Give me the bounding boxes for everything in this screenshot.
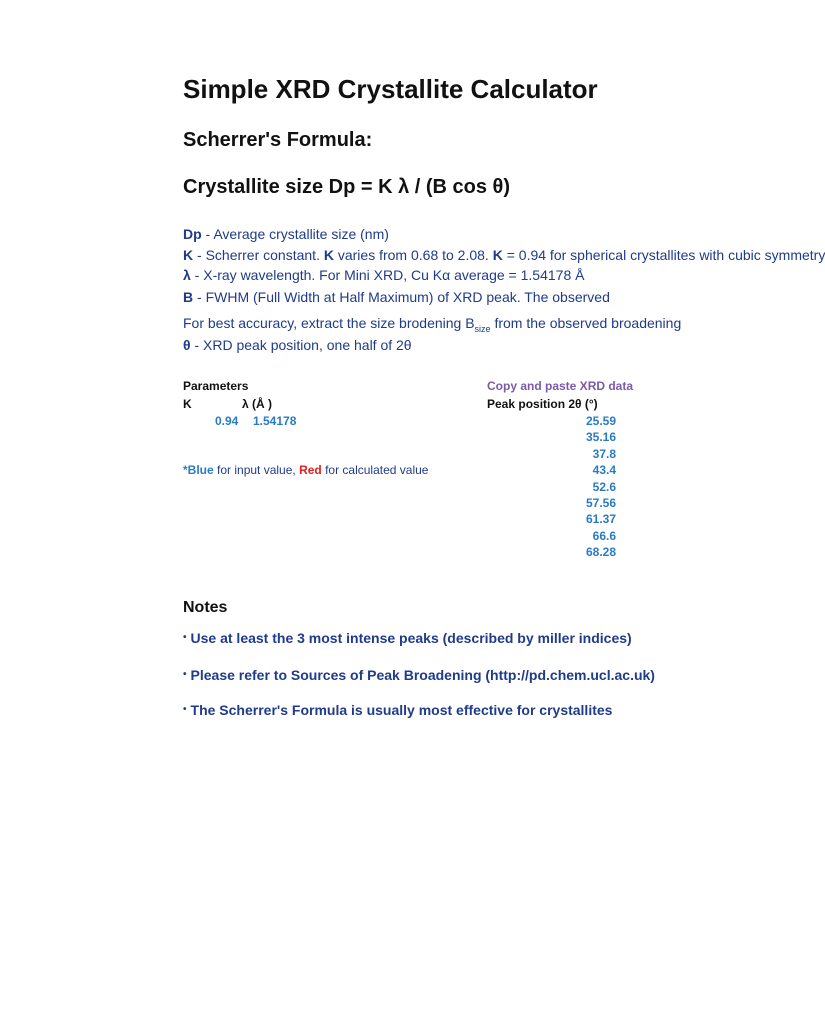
k-value-cell[interactable]: 0.94 [215,414,239,428]
definition-text: from the observed broadening [490,315,682,331]
scherrer-formula: Crystallite size Dp = K λ / (B cos θ) [183,176,511,198]
notes-heading: Notes [183,599,228,616]
peak-value-cell[interactable]: 52.6 [592,479,616,494]
bullet-icon: • [183,669,187,680]
definition-term: K [492,247,503,263]
definition-term: K [183,247,194,263]
k-column-header: K [183,397,192,411]
peak-value-cell[interactable]: 61.37 [585,512,616,527]
peak-value-cell[interactable]: 68.28 [585,545,616,560]
note-item [183,667,655,683]
legend-blue-word: Blue [187,463,214,477]
definition-term: λ [183,267,191,283]
note-item [183,702,612,718]
peak-value-cell[interactable]: 57.56 [585,495,616,510]
peak-value-cell[interactable]: 25.59 [585,414,616,428]
legend-red-word: Red [299,463,322,477]
parameters-label: Parameters [183,379,249,393]
formula-heading: Scherrer's Formula: [183,129,373,151]
legend-text: for calculated value [321,463,429,477]
peak-position-column [540,413,616,561]
definition-term: θ [183,337,191,353]
definition-k [183,247,825,263]
definition-term: K [323,247,334,263]
definition-text: - Average crystallite size (nm) [201,226,389,242]
color-legend [183,463,428,477]
bullet-icon: • [183,632,187,643]
note-text: The Scherrer's Formula is usually most effective for crystallites [190,702,613,718]
note-text: Please refer to Sources of Peak Broadening (http://pd.chem.ucl.ac.uk) [190,667,655,683]
definition-b [183,289,610,305]
peak-value-cell[interactable]: 35.16 [585,430,616,445]
note-item [183,630,632,646]
lambda-value-cell[interactable]: 1.54178 [253,414,297,428]
definition-lambda [183,267,584,283]
peak-value-cell[interactable]: 66.6 [592,528,616,543]
definition-text: - XRD peak position, one half of 2θ [190,337,412,353]
definition-text: - Scherrer constant. [193,247,324,263]
peak-value-cell[interactable]: 37.8 [592,446,616,461]
peak-position-header: Peak position 2θ (°) [487,397,598,411]
definition-text: - X-ray wavelength. For Mini XRD, Cu Kα average = 1.54178 Å [190,267,585,283]
bullet-icon: • [183,704,187,715]
page-title: Simple XRD Crystallite Calculator [183,74,598,104]
definition-dp [183,226,389,242]
legend-prefix: * [183,463,188,477]
definition-theta [183,337,412,353]
legend-text: for input value, [213,463,300,477]
definition-text: varies from 0.68 to 2.08. [333,247,493,263]
copy-paste-label: Copy and paste XRD data [487,379,634,393]
definition-text: - FWHM (Full Width at Half Maximum) of XRD peak. The observed [193,289,610,305]
definition-term: Dp [183,226,202,242]
definition-accuracy [183,315,681,334]
peak-value-cell[interactable]: 43.4 [592,463,616,478]
definition-subscript: size [474,323,491,334]
definition-term: B [183,289,194,305]
definition-text: = 0.94 for spherical crystallites with cubic symmetry [502,247,825,263]
definition-text: For best accuracy, extract the size brodening B [183,315,475,331]
lambda-column-header: λ (Å ) [242,397,272,411]
note-text: Use at least the 3 most intense peaks (described by miller indices) [190,630,632,646]
